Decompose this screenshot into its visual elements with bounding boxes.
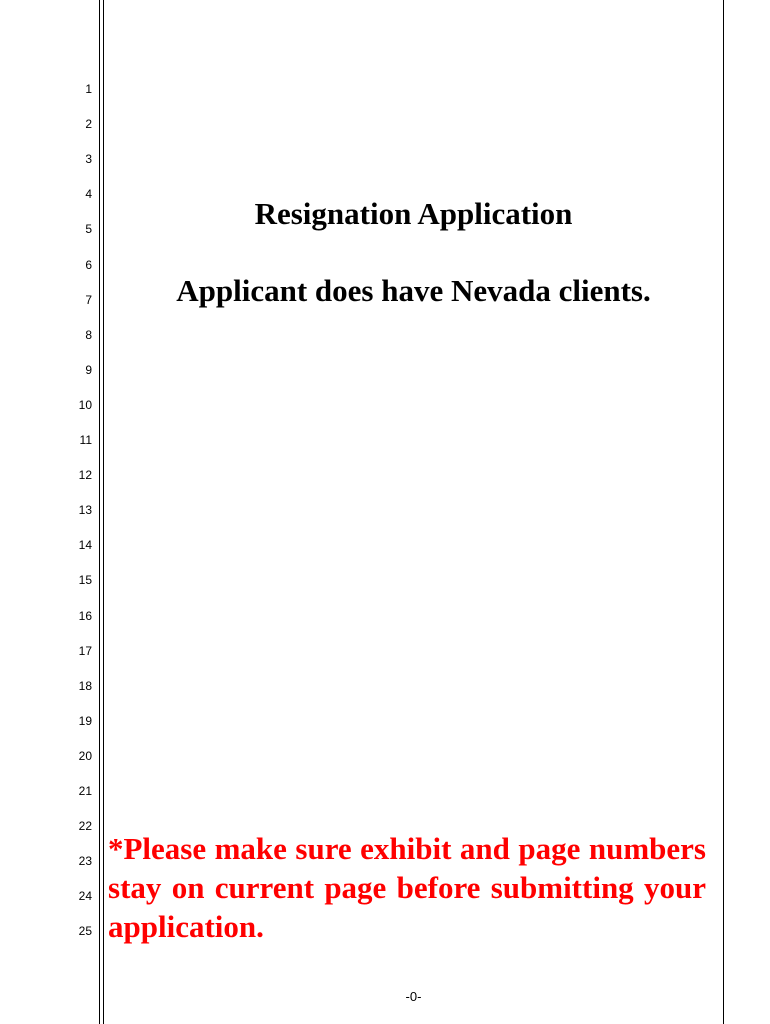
line-number: 3 xyxy=(85,152,92,167)
line-number: 20 xyxy=(78,748,92,763)
line-number: 22 xyxy=(78,819,92,834)
line-number: 25 xyxy=(78,924,92,939)
line-number: 8 xyxy=(85,327,92,342)
line-number: 1 xyxy=(85,82,92,96)
line-number: 14 xyxy=(78,538,92,553)
line-number: 2 xyxy=(85,117,92,132)
line-number: 15 xyxy=(78,573,92,588)
submission-notice: *Please make sure exhibit and page numbers stay on current page before submitting your application. xyxy=(108,831,706,944)
left-margin-rule-inner xyxy=(103,0,104,1024)
line-number: 21 xyxy=(78,784,92,798)
line-number: 5 xyxy=(85,222,92,237)
document-subtitle: Applicant does have Nevada clients. xyxy=(176,273,651,308)
left-margin-rule-outer xyxy=(99,0,100,1024)
page-number: -0- xyxy=(405,989,422,1004)
line-number: 11 xyxy=(79,433,92,447)
document-title: Resignation Application xyxy=(254,196,573,231)
line-number: 4 xyxy=(85,187,92,202)
line-number: 24 xyxy=(78,889,92,904)
line-number: 10 xyxy=(78,397,92,412)
line-number: 17 xyxy=(78,643,92,658)
line-number: 7 xyxy=(85,292,92,307)
line-numbers-column xyxy=(60,0,92,1024)
line-number: 13 xyxy=(78,503,92,518)
line-number: 6 xyxy=(85,257,92,272)
line-number: 18 xyxy=(78,678,92,693)
line-number: 9 xyxy=(85,362,92,377)
line-number: 23 xyxy=(78,854,92,869)
line-number: 16 xyxy=(78,608,92,623)
line-number: 19 xyxy=(78,713,92,728)
line-number: 12 xyxy=(78,468,92,483)
right-margin-rule xyxy=(723,0,724,1024)
